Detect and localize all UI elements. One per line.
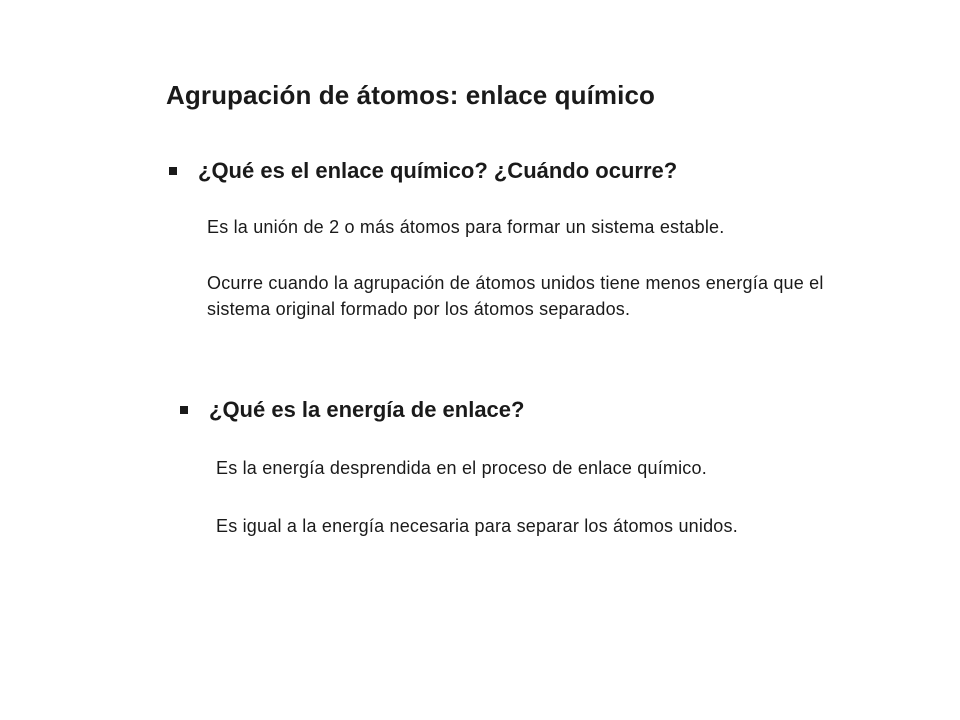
section-heading-bond-energy	[180, 397, 524, 423]
section-heading-text: ¿Qué es el enlace químico? ¿Cuándo ocurre?	[198, 158, 678, 183]
bullet-square-icon	[180, 406, 188, 414]
paragraph-bond-occurrence: Ocurre cuando la agrupación de átomos unidos tiene menos energía que el sistema original formado por los átomos separados.	[207, 273, 824, 319]
paragraph-bond-definition: Es la unión de 2 o más átomos para formar un sistema estable.	[207, 217, 725, 237]
section-heading-text: ¿Qué es la energía de enlace?	[209, 397, 525, 422]
paragraph-energy-separation: Es igual a la energía necesaria para separar los átomos unidos.	[216, 516, 738, 536]
section-heading-bond	[169, 158, 677, 184]
bullet-square-icon	[169, 167, 177, 175]
paragraph-energy-released: Es la energía desprendida en el proceso de enlace químico.	[216, 458, 707, 478]
slide-title: Agrupación de átomos: enlace químico	[166, 80, 656, 110]
